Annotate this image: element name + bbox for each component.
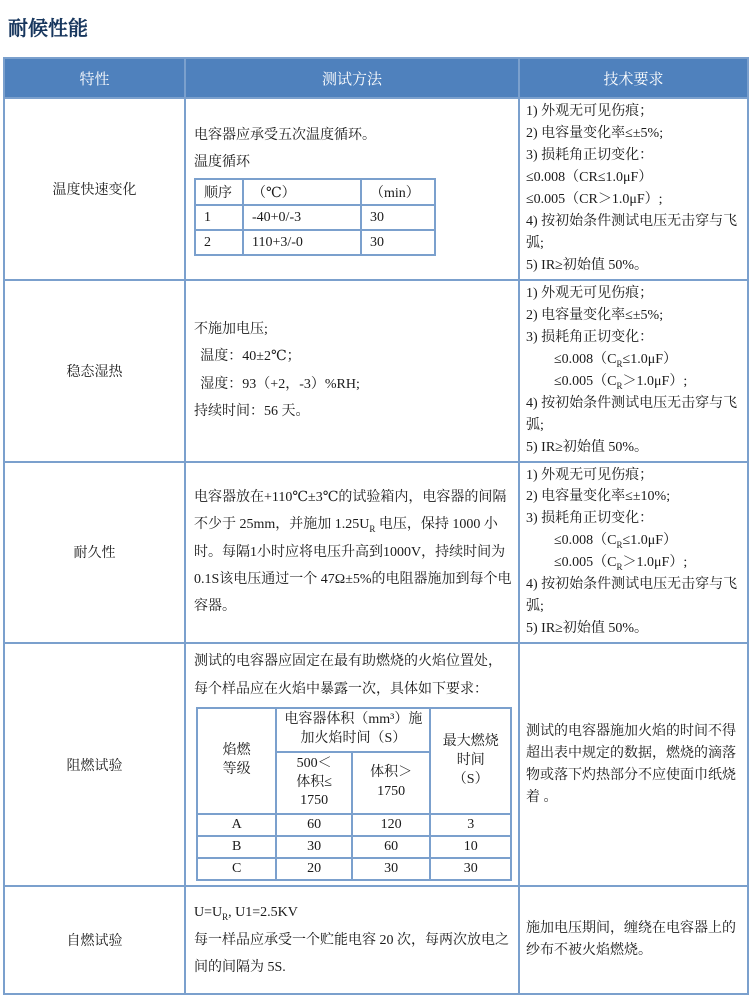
method-cell — [185, 462, 519, 644]
flame-cell: B — [197, 836, 276, 858]
requirements-text: 测试的电容器施加火焰的时间不得超出表中规定的数据，燃烧的滴落物或落下灼热部分不应使面巾纸烧着 。 — [526, 723, 736, 805]
col-header-tech-requirement: 技术要求 — [519, 58, 748, 98]
flame-cell: 20 — [276, 858, 352, 880]
flame-header-row — [197, 708, 511, 752]
cycle-step-header: 顺序 — [195, 179, 243, 205]
flame-cell: 60 — [276, 814, 352, 836]
method-text: 不施加电压; 温度：40±2℃； 湿度：93（+2，-3）%RH; 持续时间：56 天。 — [194, 322, 360, 419]
flame-test-table — [196, 707, 512, 881]
feature-label: 自燃试验 — [4, 886, 185, 994]
flame-row — [197, 858, 511, 880]
flame-cell: 120 — [352, 814, 431, 836]
flame-cell: 30 — [276, 836, 352, 858]
cycle-row — [195, 205, 435, 230]
flame-cell: 60 — [352, 836, 431, 858]
feature-label: 温度快速变化 — [4, 98, 185, 280]
weather-performance-table — [3, 57, 749, 995]
method-text: 电容器放在+110℃±3℃的试验箱内，电容器的间隔不少于 25mm，并施加 $1.25U_R$ 电压，保持 1000 小时。每隔1小时应将电压升高到1000V，持续时间为0.1S该电压通过一个 47Ω±5%的电阻器施加到每个电容器。 — [194, 490, 512, 615]
requirements-cell — [519, 280, 748, 462]
temperature-cycle-table — [194, 178, 436, 256]
method-cell — [185, 886, 519, 994]
col-header-test-method: 测试方法 — [185, 58, 519, 98]
cycle-header-row — [195, 179, 435, 205]
flame-cell: 30 — [430, 858, 511, 880]
requirements-cell — [519, 462, 748, 644]
method-cell — [185, 280, 519, 462]
cycle-cell: 30 — [361, 230, 435, 255]
requirements-text: 施加电压期间，缠绕在电容器上的纱布不被火焰燃烧。 — [526, 921, 736, 959]
flame-cell: 3 — [430, 814, 511, 836]
flame-row — [197, 814, 511, 836]
cycle-cell: 1 — [195, 205, 243, 230]
cycle-cell: 2 — [195, 230, 243, 255]
cycle-row — [195, 230, 435, 255]
flame-volume1-header: 500＜ 体积≤ 1750 — [276, 752, 352, 815]
table-row-flame-retardant — [4, 643, 748, 886]
table-row-self-ignition — [4, 886, 748, 994]
cycle-temp-header: （℃） — [243, 179, 361, 205]
feature-label: 耐久性 — [4, 462, 185, 644]
requirements-cell — [519, 643, 748, 886]
flame-volume2-header: 体积＞ 1750 — [352, 752, 431, 815]
requirements-cell — [519, 98, 748, 280]
header-row — [4, 58, 748, 98]
method-text: $U=U_R$, U1=2.5KV 每一样品应承受一个贮能电容 20 次，每两次放电之间的间隔为 5S. — [194, 905, 509, 975]
requirements-cell — [519, 886, 748, 994]
flame-max-time-header: 最大燃烧 时间 （S） — [430, 708, 511, 814]
cycle-cell: 110+3/-0 — [243, 230, 361, 255]
cycle-time-header: （min） — [361, 179, 435, 205]
requirements-text: 1) 外观无可见伤痕； 2) 电容量变化率≤±5%; 3) 损耗角正切变化： ≤0.008（CR≤1.0μF） ≤0.005（CR＞1.0μF）; 4) 按初始条件测试电压无击穿与飞弧; 5) IR≥初始值 50%。 — [526, 104, 738, 273]
feature-label: 稳态湿热 — [4, 280, 185, 462]
method-text: 电容器应承受五次温度循环。 温度循环 — [194, 127, 376, 170]
flame-grade-header: 焰燃 等级 — [197, 708, 276, 814]
flame-cell: C — [197, 858, 276, 880]
page-title: 耐候性能 — [8, 18, 88, 40]
feature-label: 阻燃试验 — [4, 643, 185, 886]
flame-volume-group-header: 电容器体积（mm³）施 加火焰时间（S） — [276, 708, 430, 752]
col-header-feature: 特性 — [4, 58, 185, 98]
flame-row — [197, 836, 511, 858]
method-cell — [185, 98, 519, 280]
method-cell — [185, 643, 519, 886]
table-row-endurance — [4, 462, 748, 644]
flame-cell: 10 — [430, 836, 511, 858]
requirements-text: 1) 外观无可见伤痕； 2) 电容量变化率≤±5%; 3) 损耗角正切变化： $\le 0.008(C_R\le 1.0\mu F)$ $\le 0.005(C_R>1.0\mu F)$; 4) 按初始条件测试电压无击穿与飞弧; 5) IR≥初始值 50%。 — [526, 285, 738, 455]
method-text: 测试的电容器应固定在最有助燃烧的火焰位置处，每个样品应在火焰中暴露一次，具体如下要求： — [194, 654, 502, 697]
cycle-cell: 30 — [361, 205, 435, 230]
table-row-temperature-change — [4, 98, 748, 280]
flame-cell: 30 — [352, 858, 431, 880]
requirements-text: 1) 外观无可见伤痕； 2) 电容量变化率≤±10%; 3) 损耗角正切变化： $\le 0.008(C_R\le 1.0\mu F)$ $\le 0.005(C_R>1.0\mu F)$; 4) 按初始条件测试电压无击穿与飞弧; 5) IR≥初始值 50%。 — [526, 467, 738, 637]
flame-cell: A — [197, 814, 276, 836]
table-row-damp-heat — [4, 280, 748, 462]
cycle-cell: -40+0/-3 — [243, 205, 361, 230]
